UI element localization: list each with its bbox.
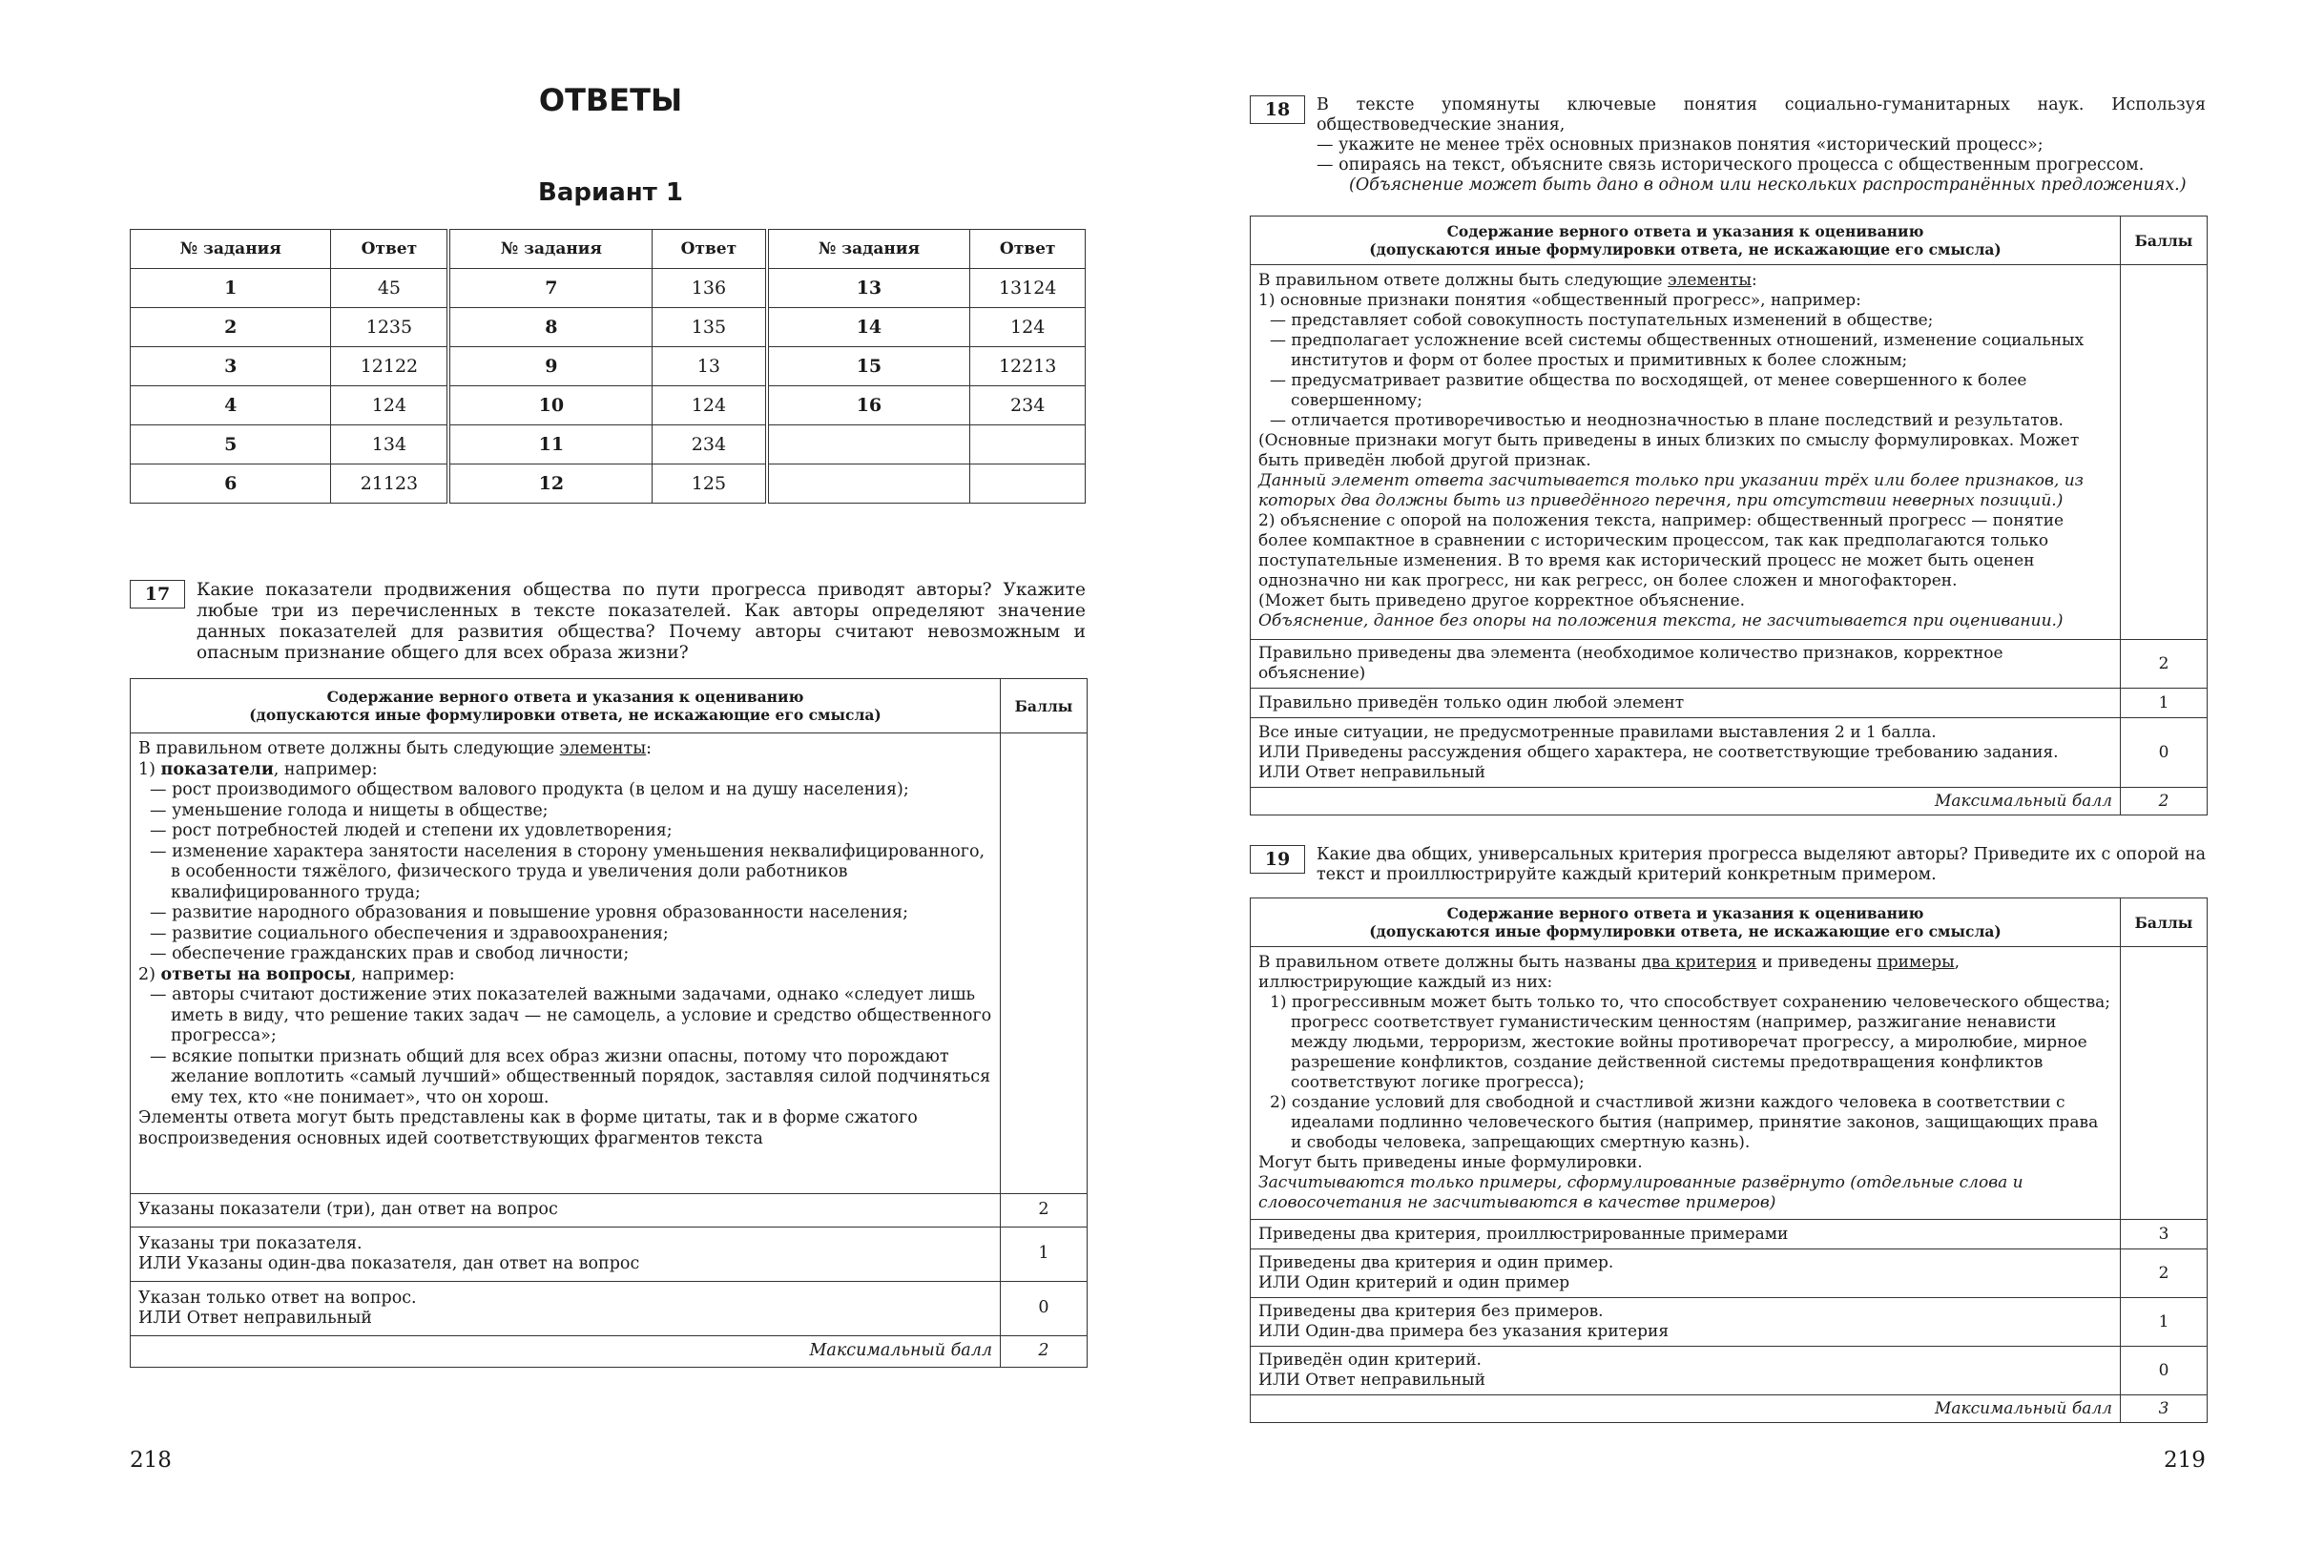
score-row bbox=[1251, 718, 2208, 788]
answers-table-header bbox=[131, 230, 1086, 269]
col-header: № задания bbox=[767, 230, 970, 269]
criteria-header-line1: Содержание верного ответа и указания к оцениванию bbox=[1446, 904, 1924, 922]
task-number-cell: 13 bbox=[767, 269, 970, 308]
score-description bbox=[1251, 1347, 2121, 1395]
point-1-rest: , например: bbox=[273, 759, 378, 779]
score-points: 2 bbox=[1001, 1194, 1088, 1228]
criteria-closing: Элементы ответа могут быть представлены как в форме цитаты, так и в форме сжатого воспроизведения основных идей соответствующих фрагментов текста bbox=[138, 1108, 918, 1148]
task-number-cell: 5 bbox=[131, 425, 331, 464]
list-item: — уменьшение голода и нищеты в обществе; bbox=[150, 800, 549, 820]
score-description bbox=[1251, 718, 2121, 788]
table-row bbox=[131, 464, 1086, 504]
list-item: — отличается противоречивостью и неоднозначностью в плане последствий и результатов. bbox=[1270, 411, 2064, 430]
answer-cell: 234 bbox=[970, 386, 1086, 425]
table-row bbox=[131, 425, 1086, 464]
task-number-cell: 9 bbox=[448, 347, 652, 386]
score-line: Указаны показатели (три), дан ответ на вопрос bbox=[138, 1200, 558, 1220]
point-1 bbox=[138, 760, 992, 781]
page-number-right: 219 bbox=[2164, 1448, 2206, 1473]
points-empty bbox=[2121, 947, 2208, 1220]
points-header: Баллы bbox=[2121, 217, 2208, 265]
score-line: ИЛИ Указаны один-два показателя, дан ответ на вопрос bbox=[138, 1254, 640, 1273]
answer-cell: 1235 bbox=[331, 308, 449, 347]
list-item: — развитие социального обеспечения и здравоохранения; bbox=[150, 923, 669, 943]
score-line: ИЛИ Ответ неправильный bbox=[1258, 762, 1485, 782]
score-line: Приведены два критерия, проиллюстрированные примерами bbox=[1258, 1224, 1789, 1244]
table-row bbox=[131, 386, 1086, 425]
list-item: — обеспечение гражданских прав и свобод личности; bbox=[150, 944, 630, 963]
task-number-cell: 14 bbox=[767, 308, 970, 347]
point-2-note-italic: Объяснение, данное без опоры на положения текста, не засчитывается при оценивании.) bbox=[1258, 611, 2064, 630]
score-line: ИЛИ Приведены рассуждения общего характера, не соответствующие требованию задания. bbox=[1258, 742, 2059, 762]
task-number-cell: 11 bbox=[448, 425, 652, 464]
score-line: ИЛИ Ответ неправильный bbox=[1258, 1371, 1485, 1390]
task-number-cell: 3 bbox=[131, 347, 331, 386]
intro-underlined: элементы bbox=[1668, 271, 1752, 290]
answer-cell: 12213 bbox=[970, 347, 1086, 386]
score-description: Правильно приведены два элемента (необходимое количество признаков, корректное объяснение) bbox=[1251, 640, 2121, 689]
score-description: Правильно приведён только один любой элемент bbox=[1251, 689, 2121, 718]
score-line: ИЛИ Один критерий и один пример bbox=[1258, 1273, 1570, 1292]
col-header: № задания bbox=[448, 230, 652, 269]
task-18-number: 18 bbox=[1250, 95, 1305, 124]
max-score-value: 2 bbox=[1001, 1336, 1088, 1368]
answer-cell: 125 bbox=[653, 464, 767, 504]
score-line: ИЛИ Один-два примера без указания критерия bbox=[1258, 1322, 1670, 1341]
task-19-question bbox=[1250, 845, 2206, 885]
intro-underlined: примеры bbox=[1877, 953, 1955, 972]
answer-cell: 134 bbox=[331, 425, 449, 464]
list-item: — предполагает усложнение всей системы общественных отношений, изменение социальных институтов и форм от более простых и примитивных к более сложным; bbox=[1270, 331, 2085, 370]
criteria-intro bbox=[1258, 271, 2112, 291]
answers-title: ОТВЕТЫ bbox=[538, 82, 683, 118]
col-header: Ответ bbox=[653, 230, 767, 269]
criteria-header bbox=[1251, 898, 2121, 947]
score-description bbox=[1251, 1298, 2121, 1347]
criteria-body bbox=[131, 733, 1001, 1194]
task-number-cell: 2 bbox=[131, 308, 331, 347]
score-points: 0 bbox=[2121, 718, 2208, 788]
max-score-row bbox=[1251, 1395, 2208, 1423]
score-row bbox=[131, 1194, 1088, 1228]
point-1-bold: показатели bbox=[160, 759, 274, 779]
criteria-header-line1: Содержание верного ответа и указания к оцениванию bbox=[326, 688, 804, 706]
point-2 bbox=[138, 965, 992, 986]
answer-cell: 21123 bbox=[331, 464, 449, 504]
task-number-cell: 16 bbox=[767, 386, 970, 425]
point-1: 1) основные признаки понятия «общественный прогресс», например: bbox=[1258, 291, 1861, 310]
answer-cell bbox=[970, 425, 1086, 464]
max-score-label: Максимальный балл bbox=[131, 1336, 1001, 1368]
answer-cell: 136 bbox=[653, 269, 767, 308]
answer-cell: 234 bbox=[653, 425, 767, 464]
intro-end: : bbox=[646, 739, 653, 758]
task-number-cell: 7 bbox=[448, 269, 652, 308]
criteria-note-italic: Засчитываются только примеры, сформулированные развёрнуто (отдельные слова и словосочетания не засчитываются в качестве примеров) bbox=[1258, 1173, 2023, 1212]
task-18-criteria-table bbox=[1250, 216, 2208, 815]
variant-title: Вариант 1 bbox=[538, 178, 683, 207]
answer-cell: 45 bbox=[331, 269, 449, 308]
answer-cell: 124 bbox=[970, 308, 1086, 347]
points-empty bbox=[2121, 265, 2208, 640]
points-header: Баллы bbox=[1001, 679, 1088, 733]
table-row bbox=[131, 308, 1086, 347]
score-description bbox=[1251, 1220, 2121, 1249]
task-18-intro: В тексте упомянуты ключевые понятия социально-гуманитарных наук. Используя обществоведческие знания, bbox=[1317, 95, 2206, 134]
score-description bbox=[131, 1194, 1001, 1228]
score-points: 1 bbox=[2121, 689, 2208, 718]
score-row bbox=[1251, 1347, 2208, 1395]
task-19-text: Какие два общих, универсальных критерия прогресса выделяют авторы? Приведите их с опорой на текст и проиллюстрируйте каждый критерий конкретным примером. bbox=[1317, 845, 2206, 884]
score-row bbox=[131, 1282, 1088, 1336]
points-header: Баллы bbox=[2121, 898, 2208, 947]
col-header: № задания bbox=[131, 230, 331, 269]
max-score-label: Максимальный балл bbox=[1251, 788, 2121, 815]
point-1-note-italic: Данный элемент ответа засчитывается только при указании трёх или более признаков, из которых два должны быть из приведённого перечня, при отсутствии неверных позиций.) bbox=[1258, 471, 2084, 510]
col-header: Ответ bbox=[331, 230, 449, 269]
criteria-intro bbox=[138, 739, 992, 760]
task-number-cell: 4 bbox=[131, 386, 331, 425]
list-item: — авторы считают достижение этих показателей важными задачами, однако «следует лишь иметь в виду, что решение таких задач — не самоцель, а условие и средство общественного прогресса»; bbox=[150, 985, 992, 1045]
intro-text: В правильном ответе должны быть названы bbox=[1258, 953, 1642, 972]
point-2-rest: , например: bbox=[350, 964, 455, 984]
score-line: Все иные ситуации, не предусмотренные правилами выставления 2 и 1 балла. bbox=[1258, 722, 1937, 742]
task-number-cell: 10 bbox=[448, 386, 652, 425]
score-points: 0 bbox=[2121, 1347, 2208, 1395]
intro-end: : bbox=[1751, 271, 1757, 290]
criteria-header-line2: (допускаются иные формулировки ответа, не искажающие его смысла) bbox=[1369, 922, 2002, 940]
point-1-note: (Основные признаки могут быть приведены в иных близких по смыслу формулировках. Может быть приведён любой другой признак. bbox=[1258, 431, 2080, 470]
col-header: Ответ bbox=[970, 230, 1086, 269]
list-item: 1) прогрессивным может быть только то, что способствует сохранению человеческого общества; прогресс соответствует гуманистическим ценностям (например, разжигание ненависти между людьми, терроризм, жестокие войны противоречат прогрессу, а миролюбие, мирное разрешение конфликтов, создание действенной системы предотвращения конфликтов соответствуют логике прогресса); bbox=[1270, 993, 2111, 1092]
intro-underlined: два критерия bbox=[1641, 953, 1757, 972]
intro-text: и приведены bbox=[1756, 953, 1878, 972]
point-2-num: 2) bbox=[138, 964, 161, 984]
task-number-cell bbox=[767, 464, 970, 504]
task-17-text: Какие показатели продвижения общества по пути прогресса приводят авторы? Укажите любые три из перечисленных в тексте показателей. Как авторы определяют значение данных показателей для развития общества? Почему авторы считают невозможным и опасным признание общего для всех образа жизни? bbox=[197, 580, 1086, 663]
answers-table bbox=[130, 229, 1086, 504]
list-item: — представляет собой совокупность поступательных изменений в обществе; bbox=[1270, 311, 1934, 330]
score-row bbox=[1251, 689, 2208, 718]
max-score-row bbox=[131, 1336, 1088, 1368]
criteria-header-line2: (допускаются иные формулировки ответа, не искажающие его смысла) bbox=[1369, 240, 2002, 258]
score-line: Приведены два критерия без примеров. bbox=[1258, 1302, 1604, 1321]
task-19-number: 19 bbox=[1250, 845, 1305, 874]
criteria-body bbox=[1251, 947, 2121, 1220]
criteria-header-line1: Содержание верного ответа и указания к оцениванию bbox=[1446, 222, 1924, 240]
task-17-number: 17 bbox=[130, 580, 185, 609]
task-number-cell: 6 bbox=[131, 464, 331, 504]
list-item: 2) создание условий для свободной и счастливой жизни каждого человека в соответствии с идеалами подлинно человеческого бытия (например, принятие законов, защищающих права и свободы человека, запрещающих смертную казнь). bbox=[1270, 1093, 2099, 1152]
point-2-note: (Может быть приведено другое корректное объяснение. bbox=[1258, 591, 1746, 610]
right-page bbox=[1162, 0, 2324, 1568]
task-17-criteria-table bbox=[130, 678, 1088, 1368]
list-item: — изменение характера занятости населения в сторону уменьшения неквалифицированного, в особенности тяжёлого, физического труда и увеличения доли работников квалифицированного труда; bbox=[150, 841, 986, 902]
point-1-num: 1) bbox=[138, 759, 161, 779]
task-number-cell bbox=[767, 425, 970, 464]
intro-text: В правильном ответе должны быть следующие bbox=[1258, 271, 1669, 290]
list-item: — всякие попытки признать общий для всех образ жизни опасны, потому что порождают желание воплотить «самый лучший» общественный порядок, заставляя силой подчиняться ему тех, кто «не понимает», что он хорош. bbox=[150, 1046, 991, 1107]
score-line: Указаны три показателя. bbox=[138, 1233, 363, 1253]
criteria-header bbox=[1251, 217, 2121, 265]
answer-cell: 13 bbox=[653, 347, 767, 386]
answer-cell: 13124 bbox=[970, 269, 1086, 308]
criteria-note: Могут быть приведены иные формулировки. bbox=[1258, 1153, 1643, 1172]
score-row bbox=[1251, 1298, 2208, 1347]
score-points: 3 bbox=[2121, 1220, 2208, 1249]
score-line: ИЛИ Ответ неправильный bbox=[138, 1309, 372, 1328]
score-row bbox=[1251, 1220, 2208, 1249]
score-row bbox=[1251, 1249, 2208, 1298]
score-points: 2 bbox=[2121, 1249, 2208, 1298]
page-number-left: 218 bbox=[130, 1448, 172, 1473]
point-2: 2) объяснение с опорой на положения текста, например: общественный прогресс — понятие более компактное в сравнении с историческим процессом, так как предполагаются только поступательные изменения. В то время как исторический процесс не может быть оценен однозначно ни как прогресс, ни как регресс, он более сложен и многофакторен. bbox=[1258, 511, 2065, 590]
score-line: Приведены два критерия и один пример. bbox=[1258, 1253, 1614, 1272]
score-line: Указан только ответ на вопрос. bbox=[138, 1288, 417, 1308]
intro-underlined: элементы bbox=[559, 739, 647, 758]
score-row bbox=[131, 1228, 1088, 1282]
task-number-cell: 1 bbox=[131, 269, 331, 308]
points-empty bbox=[1001, 733, 1088, 1194]
task-18-bullet: — укажите не менее трёх основных признаков понятия «исторический процесс»; bbox=[1317, 135, 2044, 155]
answer-cell: 135 bbox=[653, 308, 767, 347]
table-row bbox=[131, 269, 1086, 308]
criteria-header-line2: (допускаются иные формулировки ответа, не искажающие его смысла) bbox=[249, 706, 882, 724]
task-number-cell: 8 bbox=[448, 308, 652, 347]
answer-cell: 12122 bbox=[331, 347, 449, 386]
answer-cell: 124 bbox=[331, 386, 449, 425]
task-19-criteria-table bbox=[1250, 897, 2208, 1423]
criteria-body bbox=[1251, 265, 2121, 640]
task-18-note: (Объяснение может быть дано в одном или нескольких распространённых предложениях.) bbox=[1349, 175, 2187, 195]
answer-cell bbox=[970, 464, 1086, 504]
task-number-cell: 15 bbox=[767, 347, 970, 386]
score-description bbox=[1251, 1249, 2121, 1298]
score-points: 1 bbox=[2121, 1298, 2208, 1347]
score-description bbox=[131, 1282, 1001, 1336]
score-line: Приведён один критерий. bbox=[1258, 1351, 1482, 1370]
task-18-bullet: — опираясь на текст, объясните связь исторического процесса с общественным прогрессом. bbox=[1317, 155, 2145, 175]
max-score-value: 2 bbox=[2121, 788, 2208, 815]
answer-cell: 124 bbox=[653, 386, 767, 425]
task-number-cell: 12 bbox=[448, 464, 652, 504]
intro-text: В правильном ответе должны быть следующие bbox=[138, 739, 560, 758]
list-item: — рост потребностей людей и степени их удовлетворения; bbox=[150, 821, 673, 840]
criteria-intro bbox=[1258, 953, 2112, 993]
list-item: — предусматривает развитие общества по восходящей, от менее совершенного к более совершенному; bbox=[1270, 371, 2027, 410]
max-score-row bbox=[1251, 788, 2208, 815]
point-2-bold: ответы на вопросы bbox=[160, 964, 351, 984]
score-points: 1 bbox=[1001, 1228, 1088, 1282]
criteria-header bbox=[131, 679, 1001, 733]
table-row bbox=[131, 347, 1086, 386]
score-description bbox=[131, 1228, 1001, 1282]
max-score-label: Максимальный балл bbox=[1251, 1395, 2121, 1423]
task-18-text bbox=[1317, 95, 2206, 196]
task-18-question bbox=[1250, 95, 2206, 196]
max-score-value: 3 bbox=[2121, 1395, 2208, 1423]
score-points: 0 bbox=[1001, 1282, 1088, 1336]
score-points: 2 bbox=[2121, 640, 2208, 689]
intro-text: , иллюстрирующие каждый из них: bbox=[1258, 953, 1961, 992]
list-item: — развитие народного образования и повышение уровня образованности населения; bbox=[150, 903, 908, 922]
task-17-question bbox=[130, 580, 1086, 664]
score-row bbox=[1251, 640, 2208, 689]
list-item: — рост производимого обществом валового продукта (в целом и на душу населения); bbox=[150, 780, 909, 799]
